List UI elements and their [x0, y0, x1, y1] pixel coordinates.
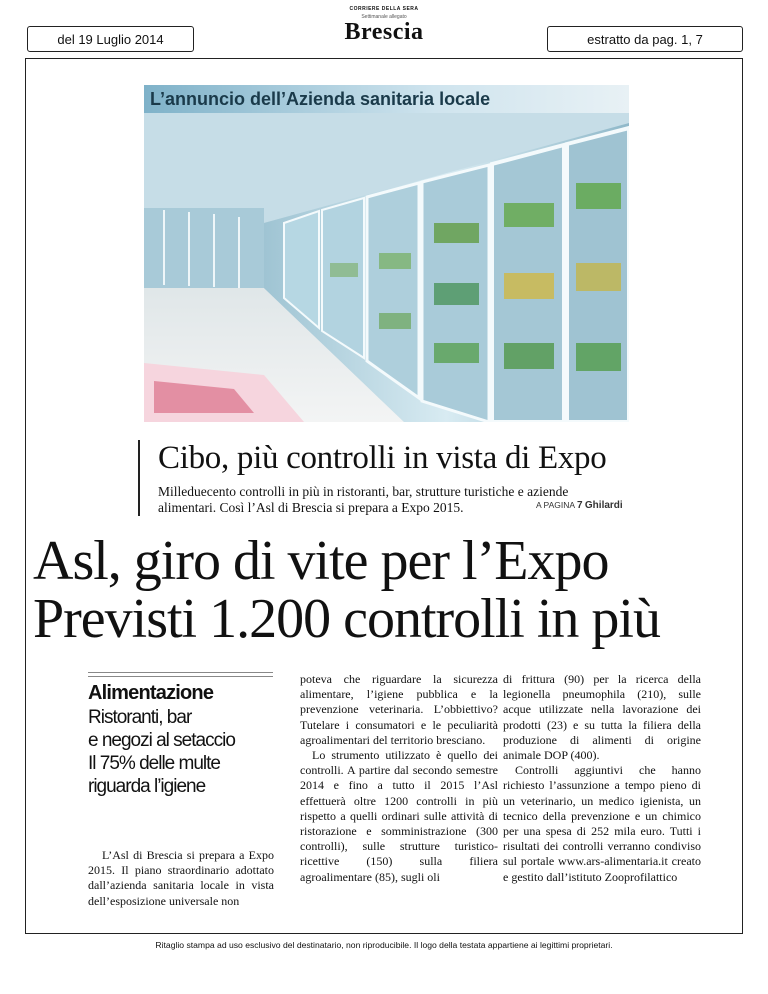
main-headline — [33, 532, 737, 648]
teaser-page-reference — [536, 500, 623, 511]
body-column-1 — [300, 672, 498, 885]
article-photo — [144, 85, 629, 422]
teaser-ref-author: Ghilardi — [584, 500, 623, 511]
body-paragraph: di frittura (90) per la ricerca della legionella pneumophila (210), sulle acque utilizzate nella lavorazione dei prodotti (23) e su tutta la filiera della produzione di alimenti di origine animale DOP (400). — [503, 672, 701, 763]
headline-line-1: Asl, giro di vite per l’Expo — [33, 530, 609, 592]
sidebar-sub-line: Ristoranti, bar — [88, 707, 192, 728]
body-paragraph: poteva che riguardare la sicurezza alimentare, l’igiene pubblica e la prevenzione veterinaria. L’obbiettivo? Tutelare i consumatori e le peculiarità agroalimentari del territorio bresciano. — [300, 672, 498, 747]
headline-line-2: Previsti 1.200 controlli in più — [33, 588, 660, 650]
teaser-title: Cibo, più controlli in vista di Expo — [158, 440, 607, 476]
teaser-rule — [138, 440, 140, 516]
freezer-doors-left — [144, 208, 264, 288]
sidebar-kicker: Alimentazione — [88, 682, 214, 704]
sidebar-rule-bottom — [88, 676, 273, 677]
sidebar-sub-line: e negozi al setaccio — [88, 730, 235, 751]
sidebar-sub-line: riguarda l’igiene — [88, 776, 206, 797]
masthead-sub: Settimanale allegato — [361, 14, 407, 20]
masthead-top: CORRIERE DELLA SERA — [349, 6, 419, 12]
date-box — [27, 26, 194, 52]
body-paragraph: Lo strumento utilizzato è quello dei controlli. A partire dal secondo semestre 2014 e fino a tutto il 2015 l’Asl effettuerà oltre 1200 controlli in più rispetto a quelli ordinari sulle attività di ristorazione e somministrazione (300 controlli), sulle strutture turistico-ricettive (150) sulla filiera agroalimentare (85), sugli oli — [300, 748, 498, 884]
masthead-city: Brescia — [344, 19, 424, 45]
photo-band — [144, 85, 629, 113]
teaser-ref-page: 7 — [576, 500, 583, 511]
page-ref-label: estratto da pag. 1, 7 — [587, 31, 703, 47]
masthead-logo — [300, 6, 468, 44]
teaser-ref-prefix: A PAGINA — [536, 500, 575, 510]
page-ref-box — [547, 26, 743, 52]
sidebar-sub-line: Il 75% delle multe — [88, 753, 220, 774]
article-lead-paragraph: L’Asl di Brescia si prepara a Expo 2015. Il piano straordinario adottato dall’azienda sanitaria locale in vista dell’esposizione universale non — [88, 848, 274, 908]
sidebar-rule-top — [88, 672, 273, 673]
teaser-text: Milleduecento controlli in più in ristoranti, bar, strutture turistiche e aziende alimentari. Così l’Asl di Brescia si prepara a Expo 2015. — [158, 484, 569, 515]
photo-band-title: L’annuncio dell’Azienda sanitaria locale — [150, 88, 491, 109]
sidebar-subheadline — [88, 706, 288, 798]
body-paragraph: Controlli aggiuntivi che hanno richiesto l’assunzione a tempo pieno di un veterinario, un medico igienista, un tecnico della prevenzione e un chimico per una spesa di 252 mila euro. Tutti i risultati dei controlli verranno condiviso sul portale www.ars-alimentaria.it creato e gestito dall’istituto Zooprofilattico — [503, 763, 701, 884]
freezer-aisle-illustration — [144, 113, 629, 422]
date-label: del 19 Luglio 2014 — [57, 31, 164, 47]
footer-disclaimer: Ritaglio stampa ad uso esclusivo del destinatario, non riproducibile. Il logo della testata appartiene ai legittimi proprietari. — [155, 940, 613, 950]
body-column-2 — [503, 672, 701, 885]
